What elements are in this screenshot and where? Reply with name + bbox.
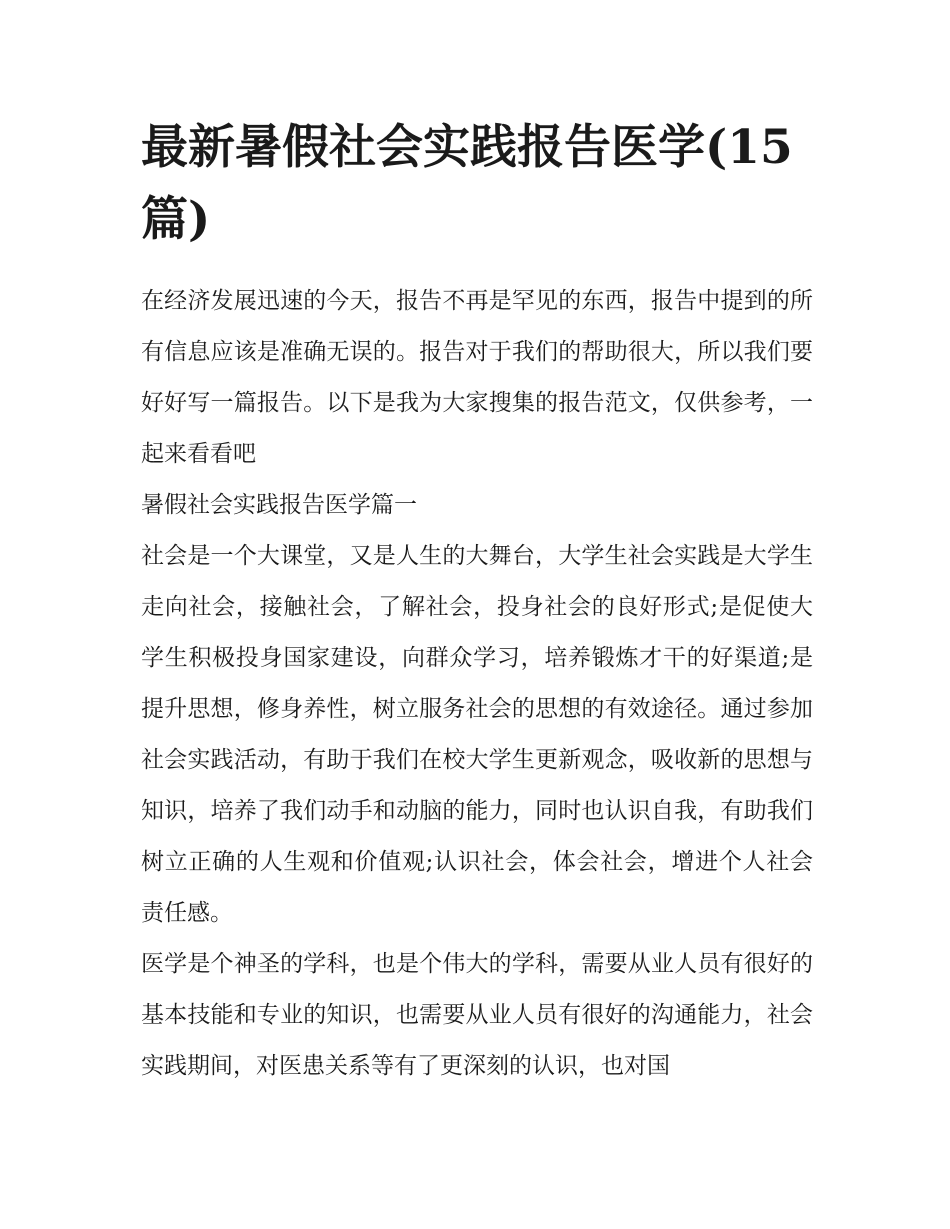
intro-paragraph: 在经济发展迅速的今天，报告不再是罕见的东西，报告中提到的所有信息应该是准确无误的。报告对于我们的帮助很大，所以我们要好好写一篇报告。以下是我为大家搜集的报告范文，仅供参考，一起来看看吧	[141, 288, 813, 467]
document-title: 最新暑假社会实践报告医学(15篇)	[141, 120, 793, 247]
body-paragraph-2: 医学是个神圣的学科，也是个伟大的学科，需要从业人员有很好的基本技能和专业的知识，也需要从业人员有很好的沟通能力，社会实践期间，对医患关系等有了更深刻的认识，也对国	[141, 951, 813, 1079]
body-paragraph-1: 社会是一个大课堂，又是人生的大舞台，大学生社会实践是大学生走向社会，接触社会，了解社会，投身社会的良好形式;是促使大学生积极投身国家建设，向群众学习，培养锻炼才干的好渠道;是提升思想，修身养性，树立服务社会的思想的有效途径。通过参加社会实践活动，有助于我们在校大学生更新观念，吸收新的思想与知识，培养了我们动手和动脑的能力，同时也认识自我，有助我们树立正确的人生观和价值观;认识社会，体会社会，增进个人社会责任感。	[141, 543, 813, 926]
section-heading: 暑假社会实践报告医学篇一	[141, 492, 417, 518]
document-page	[141, 112, 813, 1092]
